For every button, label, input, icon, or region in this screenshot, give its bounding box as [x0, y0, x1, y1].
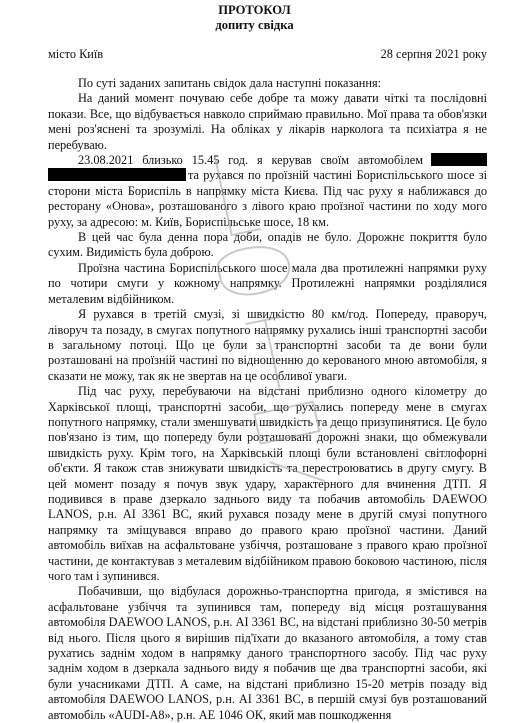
paragraph-condition: На даний момент почуваю себе добре та можу давати чіткі та послідовні покази. Все, що відбувається навколо сприймаю правильно. Мої права та обов'язки мені роз'яснені та зрозумілі. На обліках у лікарів нарколога та психіатра я не перебуваю. [48, 91, 487, 152]
paragraph-event-start [48, 153, 487, 230]
city-label: місто Київ [48, 47, 104, 61]
redaction-block [431, 153, 487, 166]
paragraph-accident: Під час руху, перебуваючи на відстані приблизно одного кілометру до Харківської площі, транспортні засоби, що рухались попереду мене в смугах попутного напрямку, стали зменшувати швидкість та дещо призупинятися. Це було пов'язано із тим, що попереду були розташовані дорожні знаки, що обмежували швидкість руху. Крім того, на Харківській площі були встановлені світлофорні об'єкти. Я також став знижувати швидкість та перестроюватись в другу смугу. В цей момент позаду я почув звук удару, характерного для вчинення ДТП. Я подивився в праве дзеркало заднього виду та побачив автомобіль DAEWOO LANOS, р.н. АІ 3361 ВС, який рухався позаду мене в другій смузі попутного напрямку та зміщувався вправо до правого краю проїзної частини. Даний автомобіль виїхав на асфальтоване узбіччя, розташоване з правого краю проїзної частини, де контактував з металевим відбійником правою боковою частиною, після чого там і зупинився. [48, 384, 487, 583]
paragraph-event-start-text: 23.08.2021 близько 15.45 год. я керував своїм автомобілем [78, 153, 423, 168]
paragraph-intro: По суті заданих запитань свідок дала наступні показання: [78, 76, 382, 90]
paragraph-driving-lane: Я рухався в третій смузі, зі швидкістю 80 км/год. Попереду, праворуч, ліворуч та позаду, в смугах попутного напрямку рухались інші транспортні засоби в загальному потоці. Що це були за транспортні засоби та де вони були розташовані на проїзній частині по відношенню до керованого мною автомобіля, я сказати не можу, так як не звертав на це особливої уваги. [48, 307, 487, 383]
paragraph-conditions-weather: В цей час була денна пора доби, опадів не було. Дорожнє покриття було сухим. Видимість була доброю. [48, 230, 487, 260]
document-subtitle: допиту свідка [215, 18, 294, 32]
document-date: 28 серпня 2021 року [380, 47, 487, 61]
redaction-block [48, 168, 186, 181]
document-title: ПРОТОКОЛ [218, 3, 291, 17]
paragraph-event-route: та рухався по проїзній частині Бориспільського шосе зі сторони міста Бориспіль в напрямку міста Києва. Під час руху я наближався до ресторану «Онова», розташованого з лівого краю проїзної частини по ходу мого руху, за адресою: м. Київ, Бориспільське шосе, 18 км. [48, 168, 487, 229]
paragraph-road-layout: Проїзна частина Бориспільського шосе мала два протилежні напрямки руху по чотири смуги у кожному напрямку. Протилежні напрямки розділялися металевим відбійником. [48, 260, 487, 306]
testimony-body [48, 76, 487, 723]
paragraph-after-accident: Побачивши, що відбулася дорожньо-транспортна пригода, я змістився на асфальтоване узбіччя та зупинився там, попереду від місця розташування автомобіля DAEWOO LANOS, р.н. АІ 3361 ВС, на відстані приблизно 30-50 метрів від нього. Після цього я вирішив під'їхати до вказаного автомобіля, а тому став рухатись заднім ходом в напрямку даного транспортного засобу. Під час руху заднім ходом в дзеркала заднього виду я побачив ще два транспортні засоби, які були учасниками ДТП. А саме, на відстані приблизно 15-20 метрів позаду від автомобіля DAEWOO LANOS, р.н. АІ 3361 ВС, в першій смузі був розташований автомобіль «AUDI-A8», р.н. АЕ 1046 ОК, який мав пошкодження [48, 584, 487, 722]
